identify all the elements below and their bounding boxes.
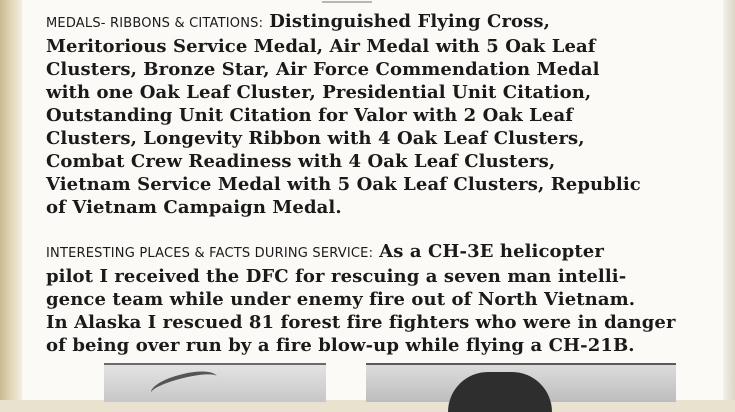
facts-line: As a CH-3E helicopter [379, 241, 604, 262]
facts-line: In Alaska I rescued 81 forest fire fighters who were in danger [46, 312, 676, 333]
medals-paragraph [46, 10, 718, 219]
facts-line: gence team while under enemy fire out of North Vietnam. [46, 289, 636, 310]
medals-heading: MEDALS- RIBBONS & CITATIONS: [46, 16, 264, 31]
facts-paragraph [46, 240, 718, 357]
facts-heading: INTERESTING PLACES & FACTS DURING SERVICE: [46, 246, 374, 261]
page-edge-right [723, 0, 735, 400]
medals-line: Distinguished Flying Cross, [269, 11, 550, 32]
medals-line: Clusters, Bronze Star, Air Force Commendation Medal [46, 59, 600, 80]
facts-line: pilot I received the DFC for rescuing a seven man intelli- [46, 266, 627, 287]
facts-line: of being over run by a fire blow-up while flying a CH-21B. [46, 335, 635, 356]
facts-section [46, 240, 718, 357]
medals-section [46, 10, 718, 219]
medals-line: Meritorious Service Medal, Air Medal with 5 Oak Leaf [46, 36, 596, 57]
page-edge-left [0, 0, 22, 400]
cut-off-text-fragment [322, 0, 372, 3]
medals-line: of Vietnam Campaign Medal. [46, 197, 342, 218]
medals-line: Combat Crew Readiness with 4 Oak Leaf Clusters, [46, 151, 556, 172]
medals-line: Outstanding Unit Citation for Valor with 2 Oak Leaf [46, 105, 574, 126]
medals-line: Clusters, Longevity Ribbon with 4 Oak Leaf Clusters, [46, 128, 585, 149]
medals-line: with one Oak Leaf Cluster, Presidential Unit Citation, [46, 82, 592, 103]
medals-line: Vietnam Service Medal with 5 Oak Leaf Clusters, Republic [46, 174, 641, 195]
